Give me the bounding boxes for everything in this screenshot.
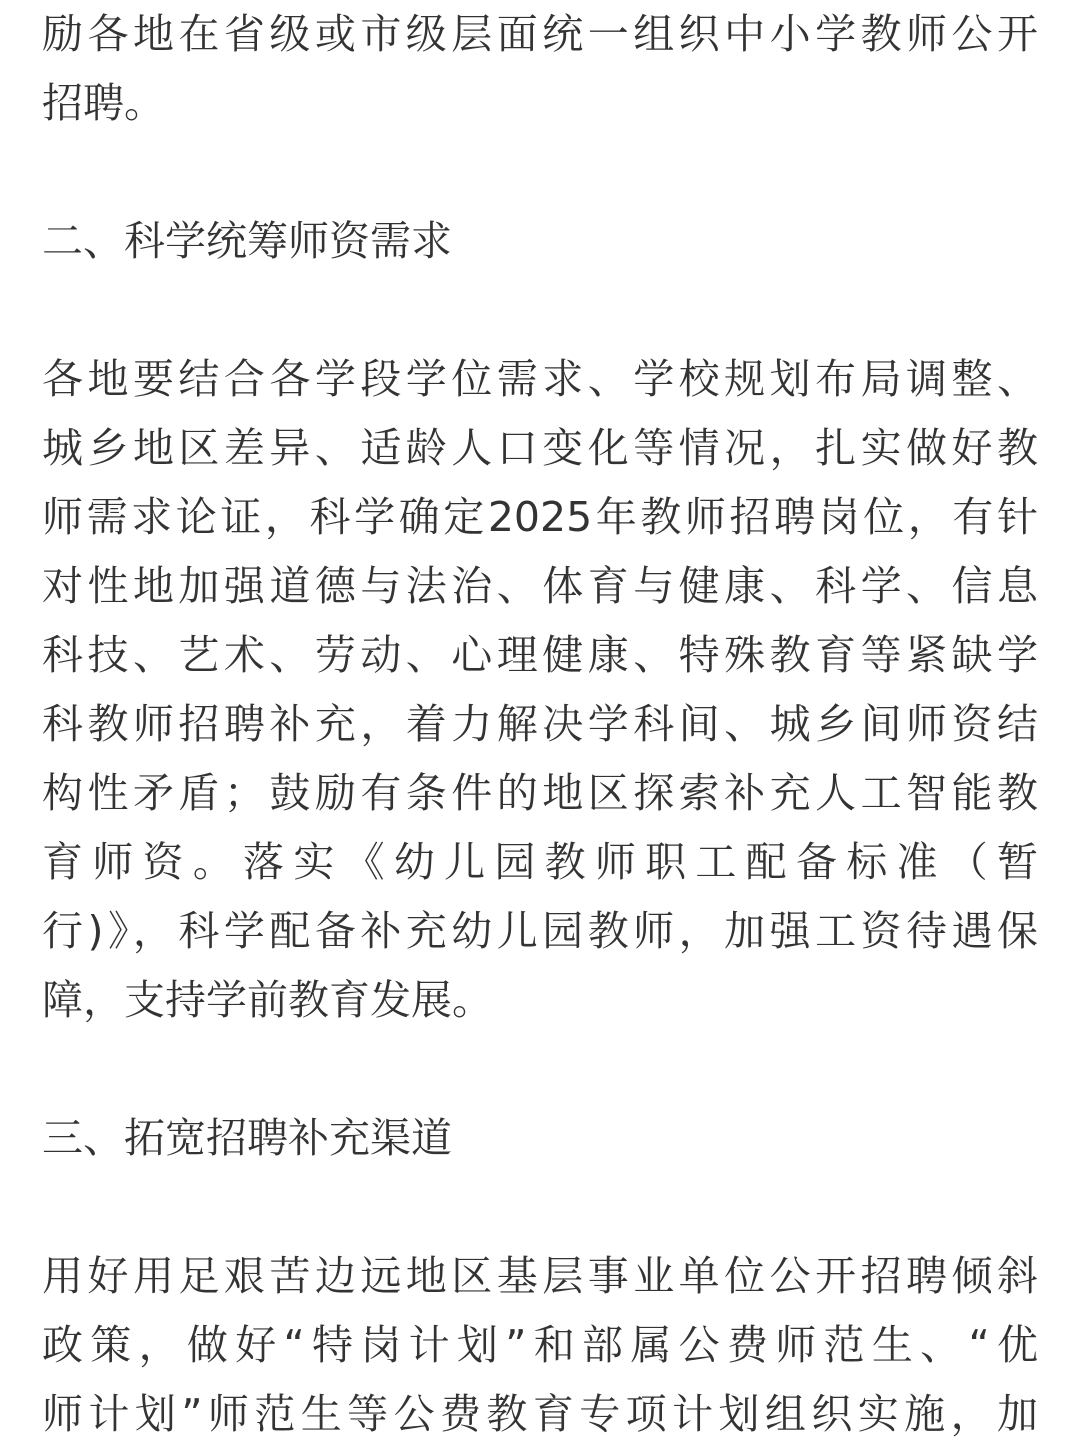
section-heading-2 xyxy=(42,207,1038,276)
text-line: 构性矛盾；鼓励有条件的地区探索补充人工智能教 xyxy=(42,769,1038,817)
paragraph-spacer xyxy=(42,1035,1038,1104)
paragraph-spacer xyxy=(42,276,1038,345)
text-line: 师需求论证，科学确定2025年教师招聘岗位，有针 xyxy=(42,493,1038,541)
section-heading-3 xyxy=(42,1104,1038,1173)
text-line: 各地要结合各学段学位需求、学校规划布局调整、 xyxy=(42,355,1038,403)
text-line: 城乡地区差异、适龄人口变化等情况，扎实做好教 xyxy=(42,424,1038,472)
paragraph-spacer xyxy=(42,138,1038,207)
heading-text: 三、拓宽招聘补充渠道 xyxy=(42,1114,452,1162)
text-line: 科教师招聘补充，着力解决学科间、城乡间师资结 xyxy=(42,700,1038,748)
paragraph-recruitment-channels xyxy=(42,1242,1038,1449)
text-line: 招聘。 xyxy=(42,79,165,127)
paragraph-recruitment-organization xyxy=(42,0,1038,138)
text-line: 行)》，科学配备补充幼儿园教师，加强工资待遇保 xyxy=(42,907,1038,955)
text-line: 对性地加强道德与法治、体育与健康、科学、信息 xyxy=(42,562,1038,610)
heading-text: 二、科学统筹师资需求 xyxy=(42,217,452,265)
text-line: 励各地在省级或市级层面统一组织中小学教师公开 xyxy=(42,10,1038,58)
text-line: 政策，做好“特岗计划”和部属公费师范生、“优 xyxy=(42,1321,1038,1369)
paragraph-spacer xyxy=(42,1173,1038,1242)
text-line: 育师资。落实《幼儿园教师职工配备标准（暂 xyxy=(42,838,1038,886)
text-line: 师计划”师范生等公费教育专项计划组织实施，加 xyxy=(42,1390,1038,1438)
article-body xyxy=(42,0,1038,1449)
paragraph-teacher-demand xyxy=(42,345,1038,1035)
text-line: 用好用足艰苦边远地区基层事业单位公开招聘倾斜 xyxy=(42,1252,1038,1300)
text-line: 障，支持学前教育发展。 xyxy=(42,976,493,1024)
text-line: 科技、艺术、劳动、心理健康、特殊教育等紧缺学 xyxy=(42,631,1038,679)
